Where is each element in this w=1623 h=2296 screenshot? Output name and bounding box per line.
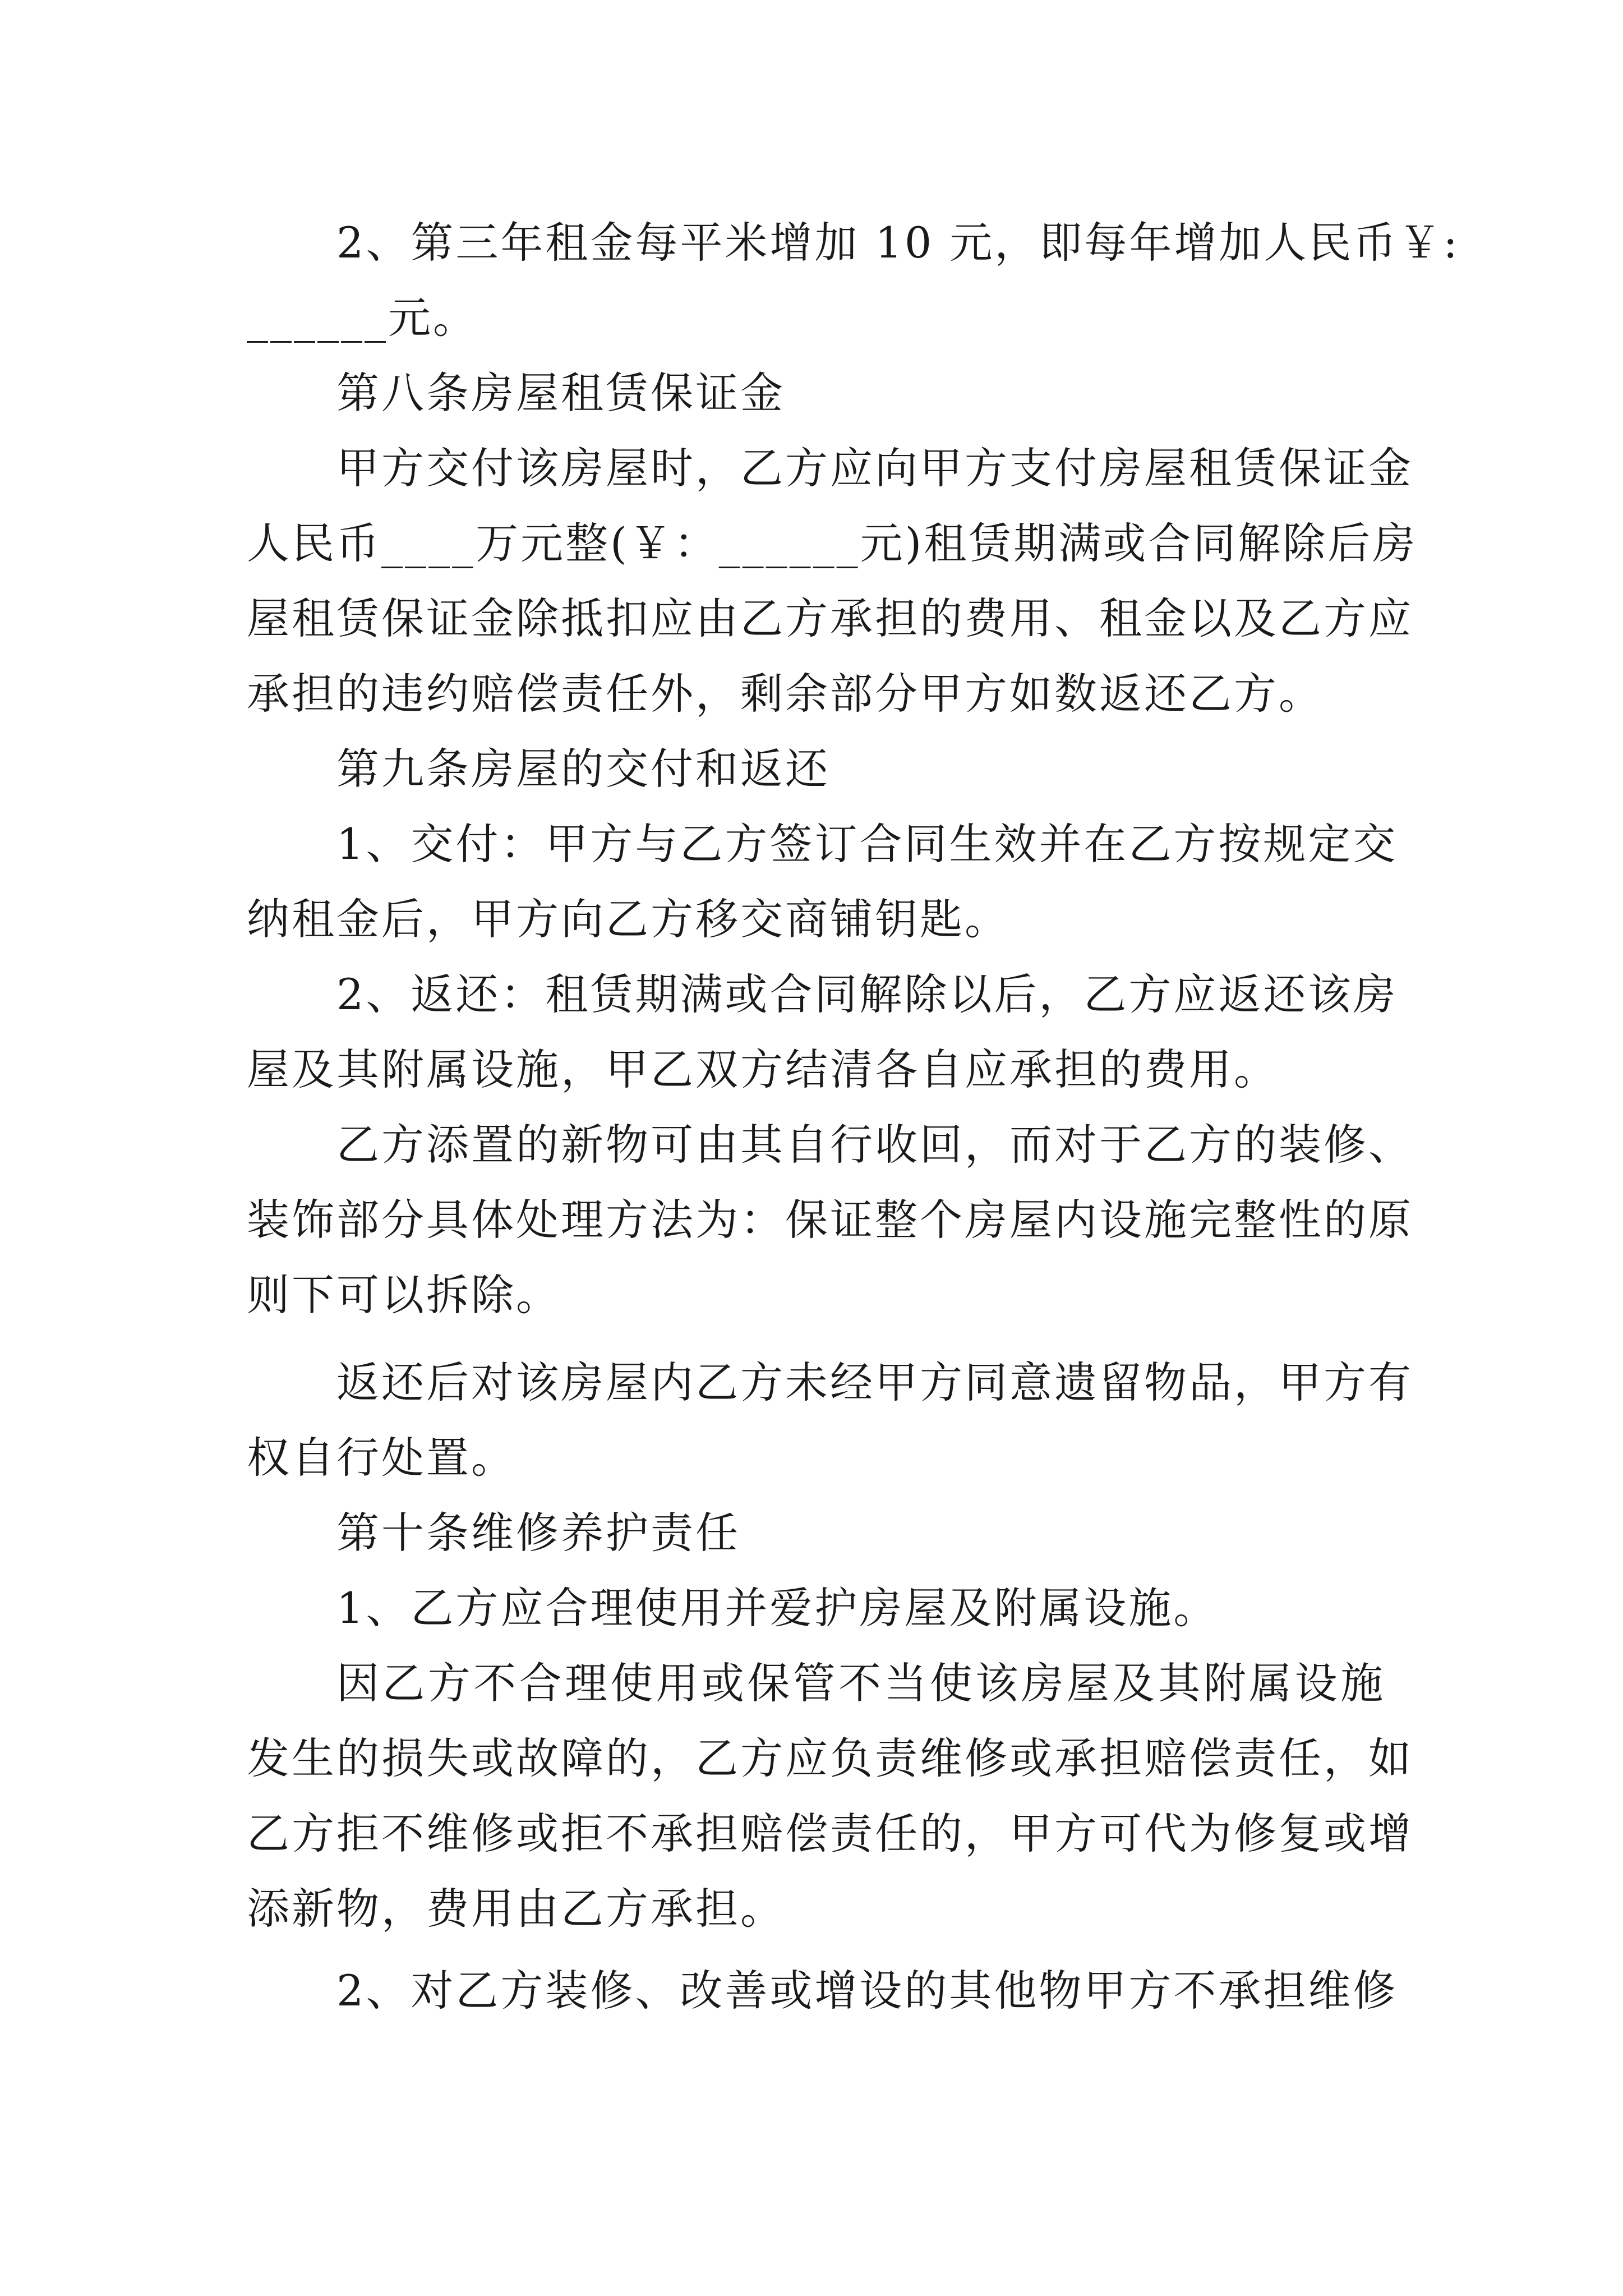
text-line: 乙方添置的新物可由其自行收回，而对于乙方的装修、 (336, 1120, 1413, 1170)
text-line: 承担的违约赔偿责任外，剩余部分甲方如数返还乙方。 (247, 669, 1324, 719)
text-line: 2、对乙方装修、改善或增设的其他物甲方不承担维修 (336, 1966, 1398, 2016)
text-line: 2、第三年租金每平米增加 10 元，即每年增加人民币￥: (336, 218, 1460, 268)
section-heading: 第九条房屋的交付和返还 (336, 744, 830, 794)
text-line: 1、乙方应合理使用并爱护房屋及附属设施。 (336, 1583, 1219, 1633)
text-line: 1、交付：甲方与乙方签订合同生效并在乙方按规定交 (336, 819, 1398, 869)
text-line: 因乙方不合理使用或保管不当使该房屋及其附属设施 (336, 1658, 1385, 1708)
text-line: 屋租赁保证金除抵扣应由乙方承担的费用、租金以及乙方应 (247, 593, 1413, 643)
text-line: 则下可以拆除。 (247, 1270, 561, 1320)
section-heading: 第十条维修养护责任 (336, 1508, 740, 1558)
text-line: 2、返还：租赁期满或合同解除以后，乙方应返还该房 (336, 969, 1398, 1019)
text-line: 甲方交付该房屋时，乙方应向甲方支付房屋租赁保证金 (336, 443, 1413, 493)
text-line: 添新物，费用由乙方承担。 (247, 1884, 785, 1934)
text-line: 返还后对该房屋内乙方未经甲方同意遗留物品，甲方有 (336, 1358, 1413, 1407)
text-line: 纳租金后，甲方向乙方移交商铺钥匙。 (247, 894, 1009, 944)
text-line: 乙方拒不维修或拒不承担赔偿责任的，甲方可代为修复或增 (247, 1809, 1413, 1858)
text-line: ______元。 (247, 293, 478, 343)
text-line: 人民币____万元整(￥：______元)租赁期满或合同解除后房 (247, 518, 1418, 568)
text-line: 屋及其附属设施，甲乙双方结清各自应承担的费用。 (247, 1045, 1279, 1094)
text-line: 发生的损失或故障的，乙方应负责维修或承担赔偿责任，如 (247, 1733, 1413, 1783)
text-line: 权自行处置。 (247, 1433, 516, 1483)
section-heading: 第八条房屋租赁保证金 (336, 368, 785, 418)
text-line: 装饰部分具体处理方法为：保证整个房屋内设施完整性的原 (247, 1195, 1413, 1245)
